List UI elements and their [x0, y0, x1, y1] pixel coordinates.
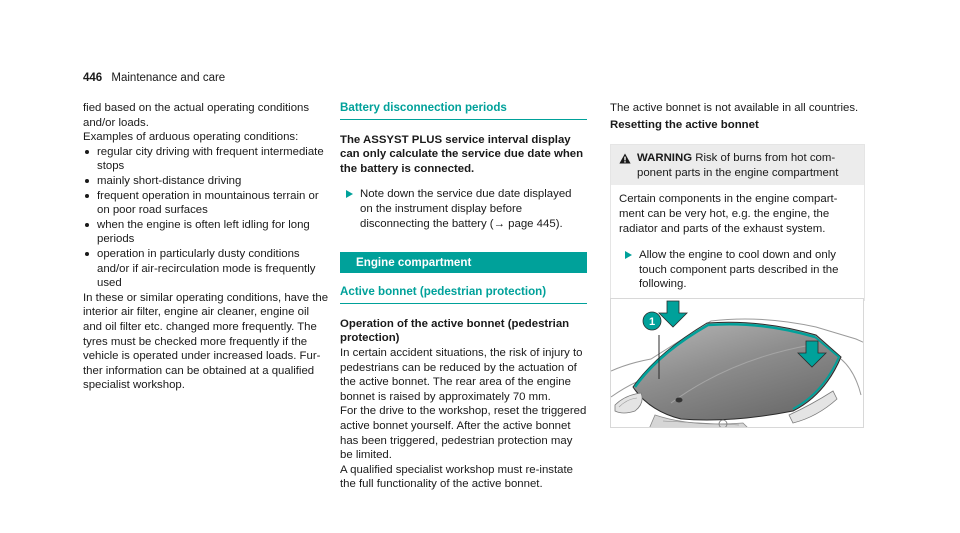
warning-box	[610, 144, 865, 301]
warning-header	[611, 145, 864, 185]
warning-triangle-icon	[619, 153, 631, 164]
down-arrow-icon	[659, 301, 687, 327]
cool-down-instruction	[625, 248, 856, 292]
battery-note-text: Note down the service due date displayed on the instrument display before disconnecting the battery (	[360, 188, 572, 230]
instruction-text: Allow the engine to cool down and only touch component parts described in the following.	[639, 249, 839, 291]
bonnet-paragraph-3: A qualified specialist workshop must re-instate the full functionality of the active bonnet.	[340, 463, 573, 491]
list-item: mainly short-distance driving	[83, 174, 329, 189]
closing-text: In these or similar operating conditions, have the interior air filter, engine air cleaner, engine oil and oil filter etc. changed more frequently. The tyres must be checked more frequently if the vehicle is operated under increased loads. Further information can be obtained at a qualified specialist workshop.	[83, 291, 329, 392]
list-item: when the engine is often left idling for long periods	[83, 218, 329, 247]
list-item: frequent operation in mountainous terrain or on poor road surfaces	[83, 189, 329, 218]
warning-text: Risk of burns from hot component parts in the engine compartment	[637, 152, 839, 179]
active-bonnet-subheading: Operation of the active bonnet (pedestrian protection)	[340, 317, 570, 345]
intro-text: fied based on the actual operating conditions and/or loads.	[83, 102, 310, 129]
battery-instruction	[346, 187, 587, 231]
bonnet-paragraph-1: In certain accident situations, the risk of injury to pedestrians can be reduced by the actuation of the active bonnet. The rear area of the engine bonnet is raised by approximately 70 mm.	[340, 346, 583, 403]
bonnet-paragraph-2: For the drive to the workshop, reset the triggered active bonnet yourself. After the active bonnet has been triggered, pedestrian protection may be limited.	[340, 405, 587, 462]
engine-compartment-bar: Engine compartment	[340, 252, 587, 273]
reset-heading: Resetting the active bonnet	[610, 118, 759, 131]
page-reference-link[interactable]: → page 445	[493, 217, 556, 230]
instruction-arrow-icon	[625, 251, 632, 259]
conditions-list	[83, 145, 329, 291]
battery-subheading: The ASSYST PLUS service interval display can only calculate the service due date when the battery is connected.	[340, 133, 584, 175]
column-left	[83, 101, 329, 393]
battery-heading: Battery disconnection periods	[340, 101, 587, 120]
warning-body	[611, 185, 864, 300]
car-bonnet-drawing	[611, 299, 864, 428]
list-item: regular city driving with frequent intermediate stops	[83, 145, 329, 174]
availability-text: The active bonnet is not available in all countries.	[610, 102, 859, 114]
instruction-arrow-icon	[346, 190, 353, 198]
warning-body-text: Certain components in the engine compartment can be very hot, e.g. the engine, the radiator and parts of the exhaust system.	[619, 193, 838, 235]
column-middle	[340, 101, 587, 492]
bonnet-illustration	[610, 298, 864, 428]
page-number: 446	[83, 72, 103, 84]
examples-label: Examples of arduous operating conditions:	[83, 131, 299, 144]
battery-note-end: ).	[555, 217, 563, 230]
column-right	[610, 101, 865, 301]
chapter-title: Maintenance and care	[111, 72, 226, 84]
page-header	[83, 71, 225, 86]
warning-label: WARNING	[637, 152, 693, 165]
active-bonnet-heading: Active bonnet (pedestrian protection)	[340, 285, 587, 304]
list-item: operation in particularly dusty conditions and/or if air-recirculation mode is frequently used	[83, 247, 329, 291]
callout-number: 1	[648, 316, 656, 328]
